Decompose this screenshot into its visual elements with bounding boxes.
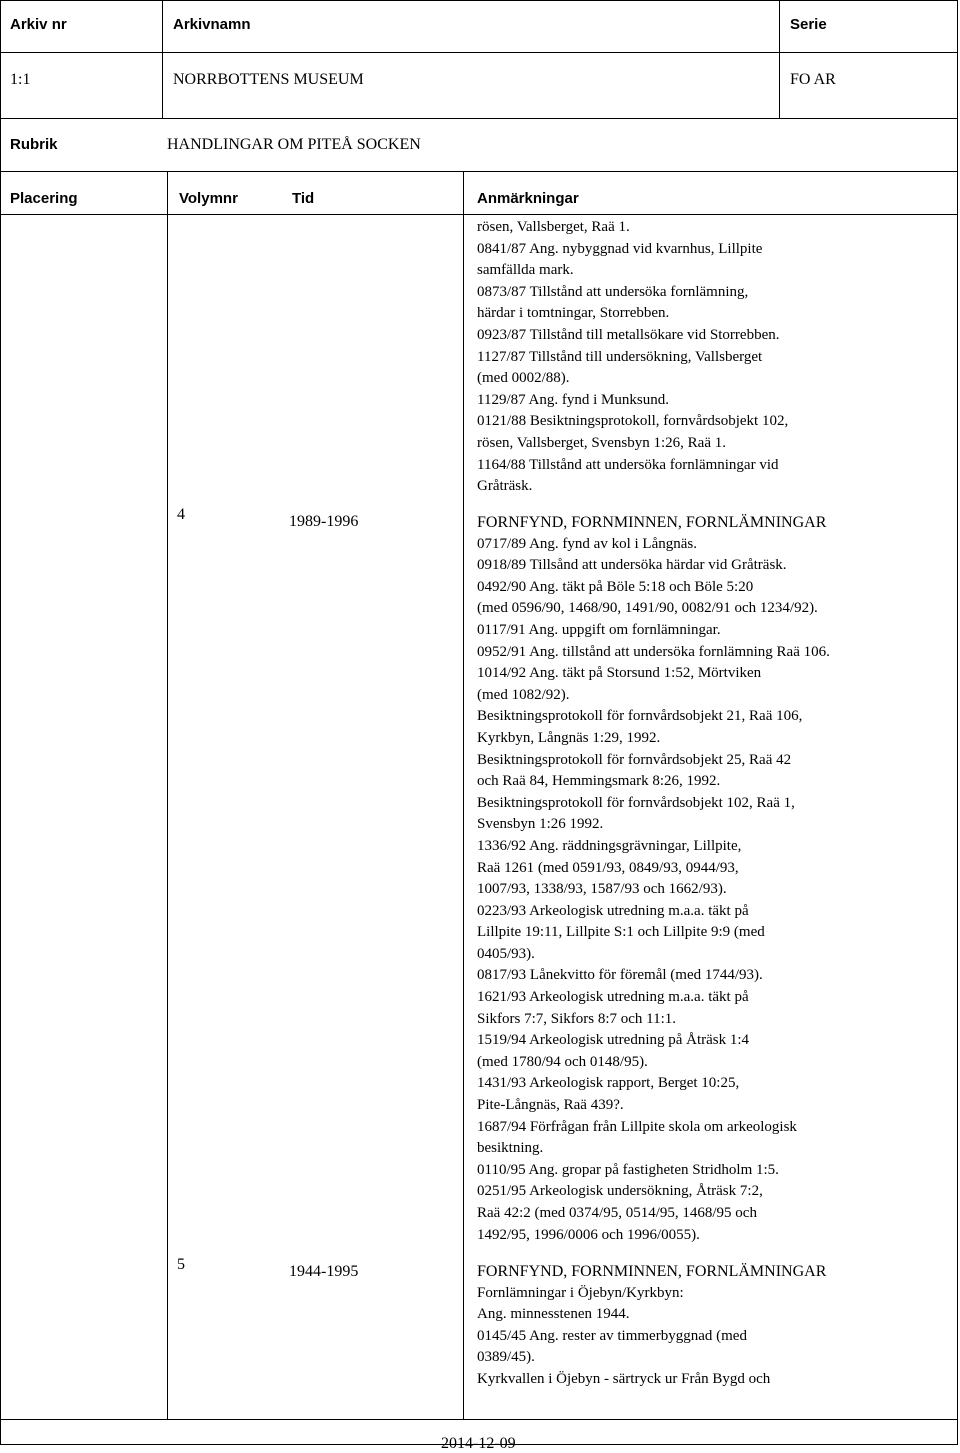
rule bbox=[1, 1419, 957, 1420]
remark-line: (med 1082/92). bbox=[477, 686, 570, 703]
remark-line: 1519/94 Arkeologisk utredning på Åträsk 1:4 bbox=[477, 1032, 750, 1049]
remark-line: Raä 42:2 (med 0374/95, 0514/95, 1468/95 och bbox=[477, 1205, 757, 1221]
remark-line: 0405/93). bbox=[477, 945, 535, 962]
rule bbox=[463, 171, 464, 1419]
remark-line: 1014/92 Ang. täkt på Storsund 1:52, Mörtviken bbox=[477, 665, 762, 682]
remark-line: 0117/91 Ang. uppgift om fornlämningar. bbox=[477, 621, 721, 638]
remark-line: 0251/95 Arkeologisk undersökning, Åträsk 7:2, bbox=[477, 1183, 763, 1200]
remark-line: 0389/45). bbox=[477, 1349, 535, 1366]
remark-line: Pite-Långnäs, Raä 439?. bbox=[477, 1097, 624, 1114]
remark-line: härdar i tomtningar, Storrebben. bbox=[477, 305, 670, 322]
remark-line: Lillpite 19:11, Lillpite S:1 och Lillpite 9:9 (med bbox=[477, 924, 765, 941]
remark-line: 0841/87 Ang. nybyggnad vid kvarnhus, Lillpite bbox=[477, 240, 763, 257]
volume-remarks bbox=[477, 1261, 826, 1391]
remark-line: 1007/93, 1338/93, 1587/93 och 1662/93). bbox=[477, 881, 727, 898]
remark-line: rösen, Vallsberget, Svensbyn 1:26, Raä 1. bbox=[477, 434, 727, 451]
remark-line: Gråträsk. bbox=[477, 478, 533, 495]
remark-line: 1431/93 Arkeologisk rapport, Berget 10:25, bbox=[477, 1075, 740, 1092]
remark-line: 1687/94 Förfrågan från Lillpite skola om arkeologisk bbox=[477, 1118, 797, 1135]
remark-line: Sikfors 7:7, Sikfors 8:7 och 11:1. bbox=[477, 1010, 677, 1027]
column-header-placering: Placering bbox=[10, 190, 78, 207]
rule bbox=[167, 171, 168, 1419]
remark-line: 0918/89 Tillsånd att undersöka härdar vid Gråträsk. bbox=[477, 557, 787, 574]
rule bbox=[162, 1, 163, 118]
remark-line: 0817/93 Lånekvitto för föremål (med 1744/93). bbox=[477, 967, 763, 984]
remark-line: 1129/87 Ang. fynd i Munksund. bbox=[477, 391, 669, 408]
column-header-anmarkningar: Anmärkningar bbox=[477, 190, 579, 207]
remark-line: (med 1780/94 och 0148/95). bbox=[477, 1053, 648, 1070]
rule bbox=[1, 52, 957, 53]
remark-line: besiktning. bbox=[477, 1140, 544, 1157]
remark-line: Ang. minnesstenen 1944. bbox=[477, 1306, 630, 1323]
rule bbox=[1, 171, 957, 172]
rule bbox=[779, 1, 780, 118]
remark-line: Kyrkbyn, Långnäs 1:29, 1992. bbox=[477, 729, 661, 746]
remark-heading: FORNFYND, FORNMINNEN, FORNLÄMNINGAR bbox=[477, 514, 827, 531]
remark-line: Svensbyn 1:26 1992. bbox=[477, 816, 604, 833]
remark-line: 0717/89 Ang. fynd av kol i Långnäs. bbox=[477, 535, 697, 552]
remark-line: Kyrkvallen i Öjebyn - särtryck ur Från Bygd och bbox=[477, 1370, 771, 1387]
tid-value: 1989-1996 bbox=[289, 513, 359, 530]
rubrik-value: HANDLINGAR OM PITEÅ SOCKEN bbox=[167, 136, 421, 153]
arkivnamn-value: NORRBOTTENS MUSEUM bbox=[173, 71, 364, 88]
continuation-remarks bbox=[477, 217, 788, 498]
volume-remarks bbox=[477, 512, 830, 1246]
tid-value: 1944-1995 bbox=[289, 1263, 359, 1280]
remark-line: 0223/93 Arkeologisk utredning m.a.a. täkt på bbox=[477, 902, 749, 919]
remark-line: Besiktningsprotokoll för fornvårdsobjekt 21, Raä 106, bbox=[477, 708, 803, 725]
rule bbox=[1, 214, 957, 215]
remark-line: rösen, Vallsberget, Raä 1. bbox=[477, 219, 630, 235]
remark-line: Besiktningsprotokoll för fornvårdsobjekt 102, Raä 1, bbox=[477, 794, 795, 811]
remark-line: (med 0596/90, 1468/90, 1491/90, 0082/91 och 1234/92). bbox=[477, 600, 818, 617]
remark-line: Fornlämningar i Öjebyn/Kyrkbyn: bbox=[477, 1284, 684, 1301]
volymnr-value: 5 bbox=[177, 1256, 185, 1273]
remark-line: 0873/87 Tillstånd att undersöka fornlämning, bbox=[477, 283, 749, 300]
column-header-tid: Tid bbox=[292, 190, 315, 207]
remark-line: 1621/93 Arkeologisk utredning m.a.a. täkt på bbox=[477, 989, 749, 1006]
remark-line: 0492/90 Ang. täkt på Böle 5:18 och Böle 5:20 bbox=[477, 578, 754, 595]
remark-heading: FORNFYND, FORNMINNEN, FORNLÄMNINGAR bbox=[477, 1263, 827, 1280]
remark-line: Raä 1261 (med 0591/93, 0849/93, 0944/93, bbox=[477, 859, 739, 876]
remark-line: 0923/87 Tillstånd till metallsökare vid Storrebben. bbox=[477, 326, 780, 343]
remark-line: 0110/95 Ang. gropar på fastigheten Stridholm 1:5. bbox=[477, 1161, 779, 1178]
remark-line: 0121/88 Besiktningsprotokoll, fornvårdsobjekt 102, bbox=[477, 413, 789, 430]
remark-line: 1336/92 Ang. räddningsgrävningar, Lillpite, bbox=[477, 837, 742, 854]
remark-line: samfällda mark. bbox=[477, 262, 574, 279]
remark-line: 1127/87 Tillstånd till undersökning, Vallsberget bbox=[477, 348, 763, 365]
remark-line: 0145/45 Ang. rester av timmerbyggnad (med bbox=[477, 1327, 747, 1344]
remark-line: 1492/95, 1996/0006 och 1996/0055). bbox=[477, 1226, 700, 1243]
remark-line: 0952/91 Ang. tillstånd att undersöka fornlämning Raä 106. bbox=[477, 643, 830, 660]
serie-label: Serie bbox=[790, 16, 827, 33]
remark-line: (med 0002/88). bbox=[477, 370, 570, 387]
serie-value: FO AR bbox=[790, 71, 836, 88]
rubrik-label: Rubrik bbox=[10, 136, 58, 153]
arkiv-nr-value: 1:1 bbox=[10, 71, 31, 88]
column-header-volymnr: Volymnr bbox=[179, 190, 238, 207]
footer-date: 2014-12-09 bbox=[441, 1435, 516, 1452]
remark-line: Besiktningsprotokoll för fornvårdsobjekt 25, Raä 42 bbox=[477, 751, 792, 768]
remark-line: och Raä 84, Hemmingsmark 8:26, 1992. bbox=[477, 773, 721, 790]
rule bbox=[1, 118, 957, 119]
remark-line: 1164/88 Tillstånd att undersöka fornlämningar vid bbox=[477, 456, 779, 473]
volymnr-value: 4 bbox=[177, 506, 185, 523]
arkivnamn-label: Arkivnamn bbox=[173, 16, 251, 33]
arkiv-nr-label: Arkiv nr bbox=[10, 16, 67, 33]
